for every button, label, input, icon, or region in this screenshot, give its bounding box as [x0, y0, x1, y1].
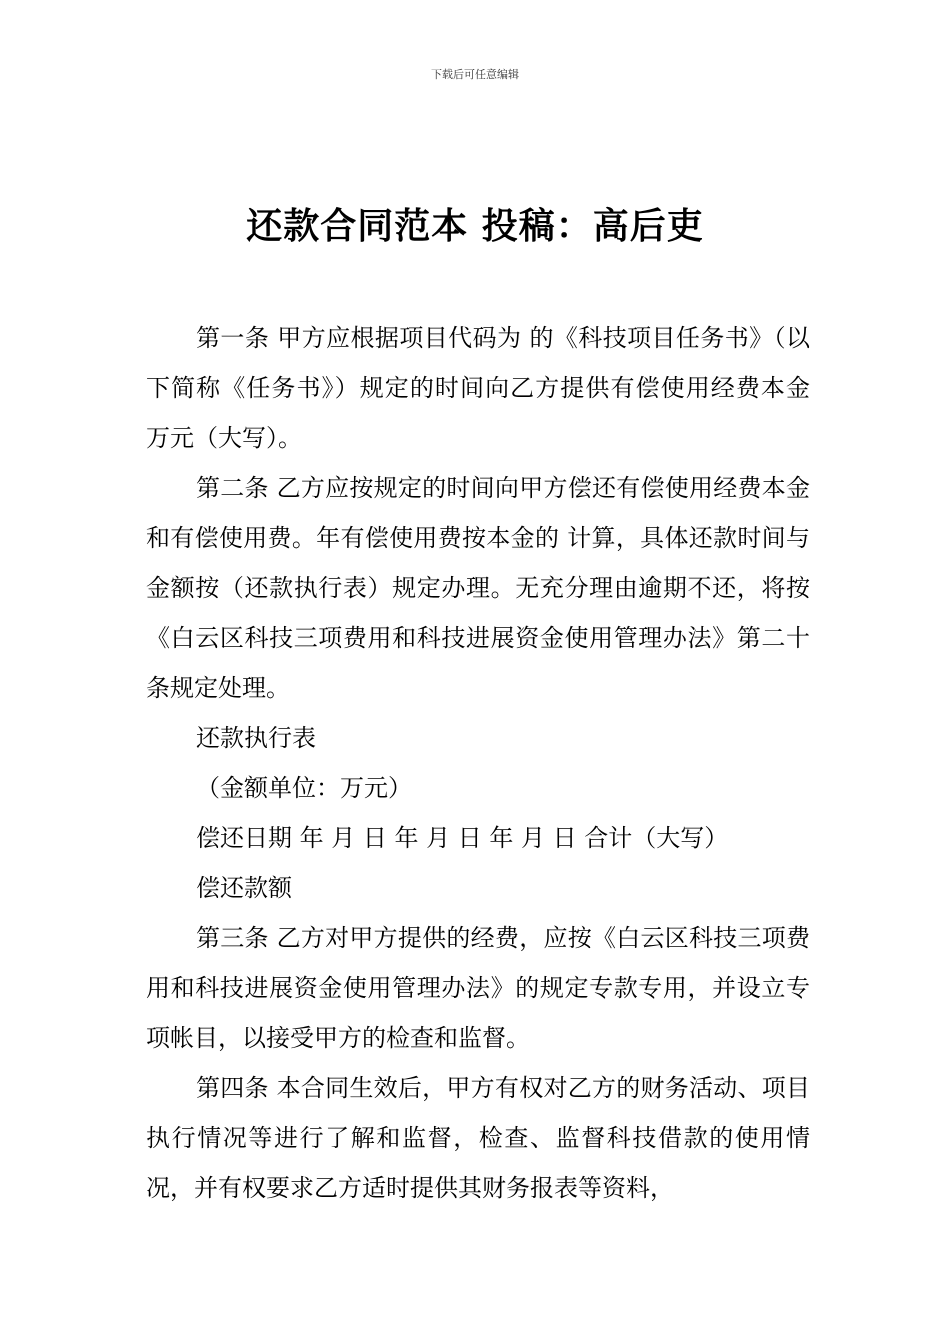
repayment-table-date-row: 偿还日期 年 月 日 年 月 日 年 月 日 合计（大写） [196, 824, 729, 852]
article-4-paragraph: 第四条 本合同生效后，甲方有权对乙方的财务活动、项目执行情况等进行了解和监督，检查、监督科技借款的使用情况，并有权要求乙方适时提供其财务报表等资料， [146, 1074, 810, 1202]
header-note: 下载后可任意编辑 [431, 68, 519, 81]
article-3-paragraph: 第三条 乙方对甲方提供的经费，应按《白云区科技三项费用和科技进展资金使用管理办法》的规定专款专用，并设立专项帐目，以接受甲方的检查和监督。 [146, 924, 810, 1052]
repayment-table-unit: （金额单位：万元） [196, 774, 412, 802]
document-body [146, 313, 810, 1213]
document-title: 还款合同范本 投稿：高后吏 [246, 205, 704, 248]
repayment-table-amount-row: 偿还款额 [196, 874, 292, 902]
repayment-table-title: 还款执行表 [196, 724, 316, 752]
article-1-paragraph: 第一条 甲方应根据项目代码为 的《科技项目任务书》（以下简称《任务书》）规定的时间向乙方提供有偿使用经费本金 万元（大写）。 [146, 324, 810, 452]
article-2-paragraph: 第二条 乙方应按规定的时间向甲方偿还有偿使用经费本金和有偿使用费。年有偿使用费按本金的 计算，具体还款时间与金额按（还款执行表）规定办理。无充分理由逾期不还，将按《白云区科技三项费用和科技进展资金使用管理办法》第二十条规定处理。 [146, 474, 810, 702]
